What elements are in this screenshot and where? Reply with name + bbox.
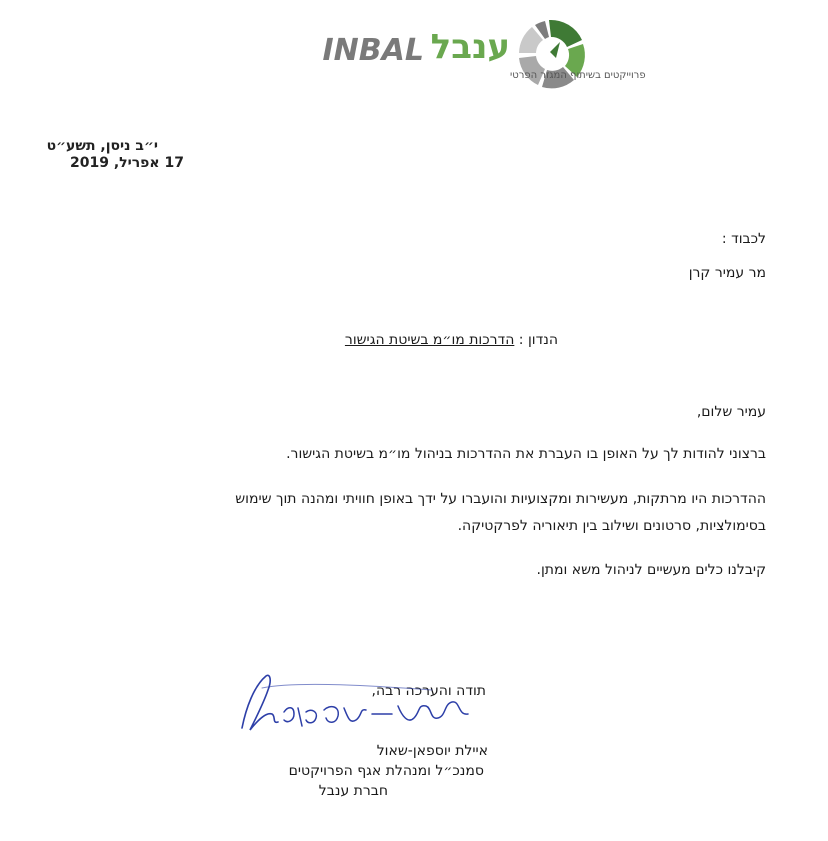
date-hebrew: י״ב ניסן, תשע״ט (46, 138, 158, 154)
paragraph-2-line-2: בסימולציות, סרטונים ושילוב בין תיאוריה לפרקטיקה. (457, 518, 766, 534)
subject-line (345, 331, 558, 349)
paragraph-3: קיבלנו כלים מעשיים לניהול משא ומתן. (536, 562, 766, 578)
closing-thanks: תודה והערכה רבה, (371, 683, 486, 699)
logo-latin-text: INBAL (322, 33, 424, 68)
letterhead-logo (312, 14, 646, 92)
recipient-honorific: לכבוד : (721, 231, 766, 247)
subject-label: הנדון : (518, 332, 558, 348)
inbal-logo-graphic (312, 14, 646, 92)
handwritten-signature (232, 668, 492, 748)
paragraph-1: ברצוני להודות לך על האופן בו העברת את ההדרכות בניהול מו״מ בשיטת הגישור. (286, 446, 766, 462)
signer-title: סמנכ״ל ומנהלת אגף הפרויקטים (288, 763, 484, 779)
signer-name: איילת יוספאן-שאול (376, 743, 488, 759)
logo-hebrew-text: ענבל (430, 27, 510, 67)
date-gregorian (70, 154, 184, 172)
company-name: חברת ענבל (318, 783, 388, 799)
greeting: עמיר שלום, (696, 404, 766, 420)
logo-tagline: פרוייקטים בשיתוף המגזר הפרטי (510, 70, 646, 81)
paragraph-2-line-1: ההדרכות היו מרתקות, מעשירות ומקצועיות והועברו על ידך באופן חוויתי ומהנה תוך שימוש (235, 491, 766, 507)
subject-value: הדרכות מו״מ בשיטת הגישור (344, 332, 515, 348)
recipient-name: מר עמיר קרן (688, 265, 766, 281)
date-gregorian-text: 17 אפריל, 2019 (70, 155, 184, 171)
